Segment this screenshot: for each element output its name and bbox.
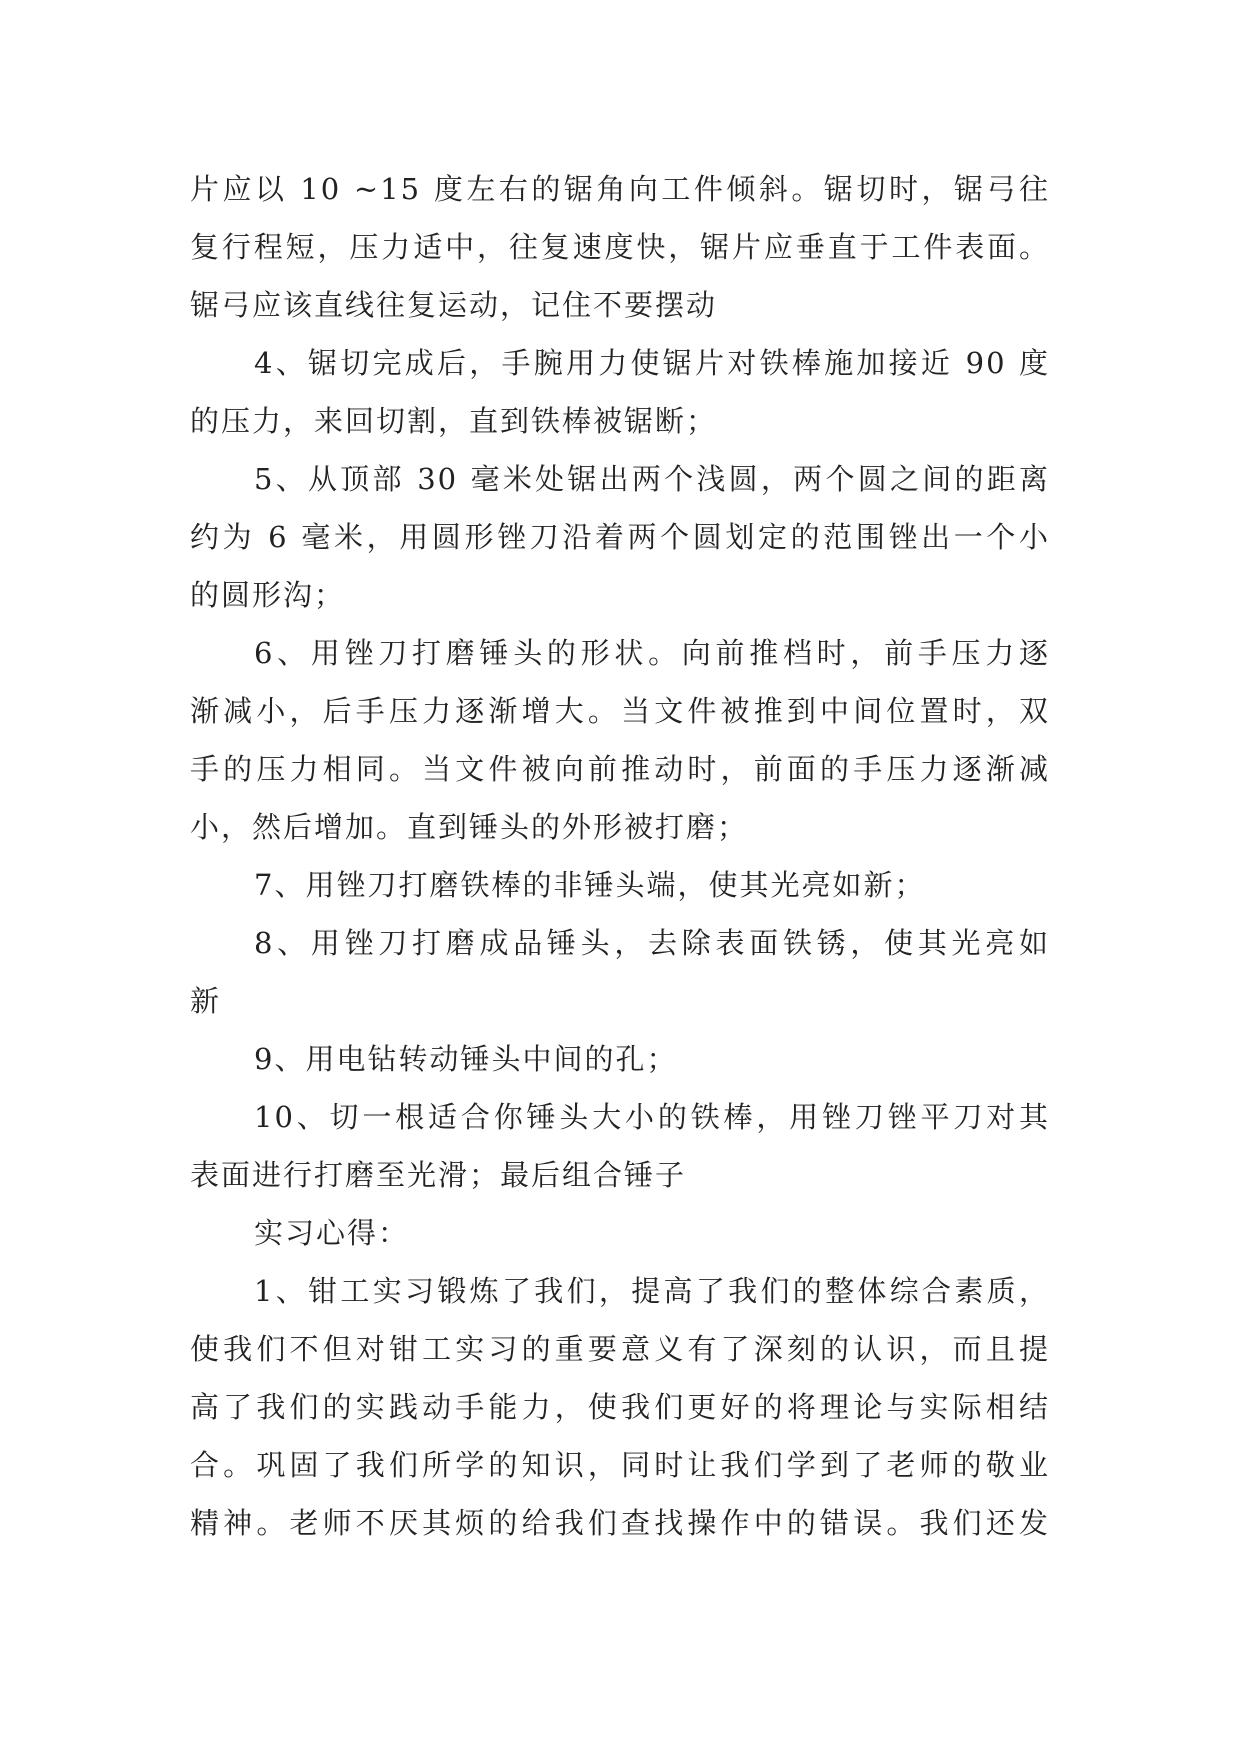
text-line: 的圆形沟；	[190, 578, 346, 612]
text-line: 10、切一根适合你锤头大小的铁棒，用锉刀锉平刀对其	[254, 1100, 1050, 1134]
text-line: 7、用锉刀打磨铁棒的非锤头端，使其光亮如新；	[254, 868, 926, 902]
text-line: 的压力，来回切割，直到铁棒被锯断；	[190, 404, 718, 438]
text-line: 5、从顶部 30 毫米处锯出两个浅圆，两个圆之间的距离	[254, 462, 1050, 496]
text-line: 复行程短，压力适中，往复速度快，锯片应垂直于工件表面。	[190, 230, 1050, 264]
text-line: 锯弓应该直线往复运动，记住不要摆动	[190, 288, 718, 322]
text-line: 表面进行打磨至光滑；最后组合锤子	[190, 1158, 687, 1192]
text-line: 新	[190, 984, 222, 1018]
text-line: 1、钳工实习锻炼了我们，提高了我们的整体综合素质，	[254, 1274, 1050, 1308]
document-body	[190, 160, 1050, 1552]
text-line: 9、用电钻转动锤头中间的孔；	[254, 1042, 678, 1076]
text-line: 合。巩固了我们所学的知识，同时让我们学到了老师的敬业	[190, 1448, 1050, 1482]
text-line: 精神。老师不厌其烦的给我们查找操作中的错误。我们还发	[190, 1506, 1050, 1540]
text-line: 4、锯切完成后，手腕用力使锯片对铁棒施加接近 90 度	[254, 346, 1050, 380]
text-line: 实习心得：	[254, 1216, 410, 1250]
text-line: 8、用锉刀打磨成品锤头，去除表面铁锈，使其光亮如	[254, 926, 1050, 960]
text-line: 渐减小，后手压力逐渐增大。当文件被推到中间位置时，双	[190, 694, 1050, 728]
text-line: 手的压力相同。当文件被向前推动时，前面的手压力逐渐减	[190, 752, 1050, 786]
text-line: 6、用锉刀打磨锤头的形状。向前推档时，前手压力逐	[254, 636, 1050, 670]
text-line: 高了我们的实践动手能力，使我们更好的将理论与实际相结	[190, 1390, 1050, 1424]
text-line: 小，然后增加。直到锤头的外形被打磨；	[190, 810, 749, 844]
text-line: 片应以 10 ~15 度左右的锯角向工件倾斜。锯切时，锯弓往	[190, 172, 1050, 206]
text-line: 约为 6 毫米，用圆形锉刀沿着两个圆划定的范围锉出一个小	[190, 520, 1050, 554]
text-line: 使我们不但对钳工实习的重要意义有了深刻的认识，而且提	[190, 1332, 1050, 1366]
